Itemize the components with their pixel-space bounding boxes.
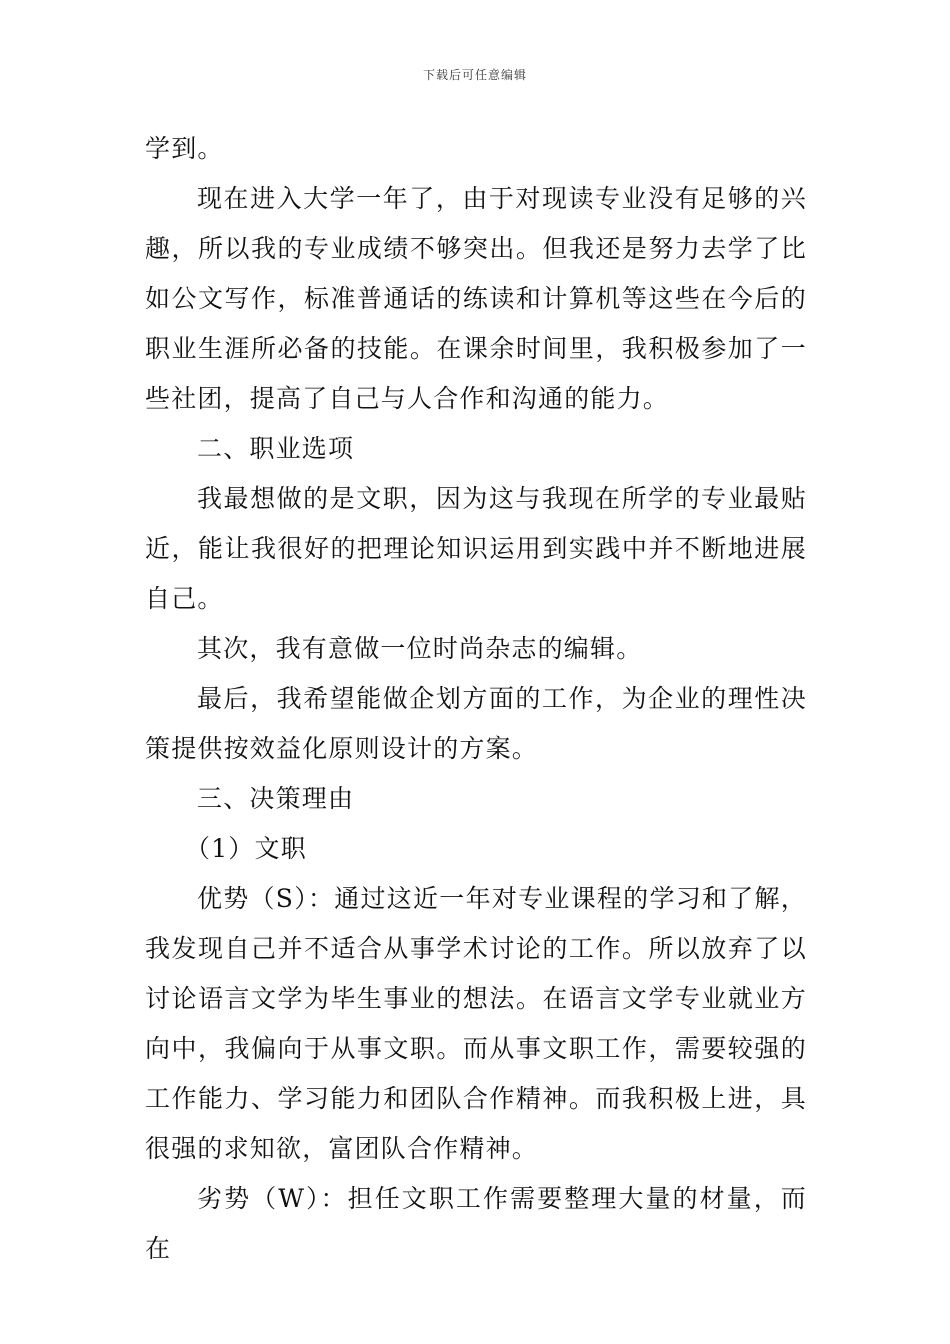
paragraph-weaknesses: 劣势（W）：担任文职工作需要整理大量的材量，而在: [145, 1184, 807, 1263]
page-header: 下载后可任意编辑: [422, 68, 527, 82]
section-heading-decision-reasons: 三、决策理由: [197, 784, 355, 813]
subheading-clerical: （1）文职: [185, 834, 307, 863]
paragraph-planning-work: 最后，我希望能做企划方面的工作，为企业的理性决策提供按效益化原则设计的方案。: [145, 684, 807, 763]
section-heading-career-options: 二、职业选项: [197, 434, 355, 463]
paragraph-continuation: 学到。: [145, 134, 224, 163]
paragraph-clerical-job: 我最想做的是文职，因为这与我现在所学的专业最贴近，能让我很好的把理论知识运用到实践中并不断地进展自己。: [145, 484, 807, 613]
paragraph-university-year: 现在进入大学一年了，由于对现读专业没有足够的兴趣，所以我的专业成绩不够突出。但我还是努力去学了比如公文写作，标准普通话的练读和计算机等这些在今后的职业生涯所必备的技能。在课余时间里，我积极参加了一些社团，提高了自己与人合作和沟通的能力。: [145, 184, 807, 413]
paragraph-magazine-editor: 其次，我有意做一位时尚杂志的编辑。: [197, 634, 643, 663]
document-body: [145, 124, 807, 1274]
paragraph-strengths: 优势（S）：通过这近一年对专业课程的学习和了解，我发现自己并不适合从事学术讨论的工作。所以放弃了以讨论语言文学为毕生事业的想法。在语言文学专业就业方向中，我偏向于从事文职。而从事文职工作，需要较强的工作能力、学习能力和团队合作精神。而我积极上进，具很强的求知欲，富团队合作精神。: [145, 884, 807, 1163]
